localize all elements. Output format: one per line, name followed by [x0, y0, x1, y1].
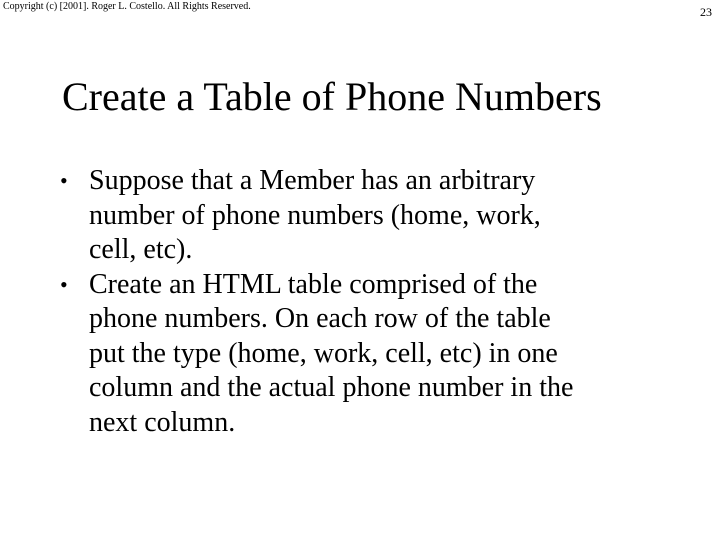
bullet-text-line: put the type (home, work, cell, etc) in one	[89, 337, 558, 369]
bullet-text-line: Suppose that a Member has an arbitrary	[89, 165, 536, 196]
bullet-text-line: cell, etc).	[89, 234, 193, 265]
copyright-notice: Copyright (c) [2001]. Roger L. Costello. All Rights Reserved.	[3, 1, 251, 12]
bullet-text-line: Create an HTML table comprised of the	[89, 268, 538, 300]
bullet-item	[60, 268, 660, 441]
slide-title: Create a Table of Phone Numbers	[62, 74, 602, 119]
bullet-text-line: number of phone numbers (home, work,	[89, 199, 541, 231]
page-number: 23	[700, 5, 712, 19]
bullet-dot-icon: •	[60, 271, 68, 297]
bullet-dot-icon: •	[60, 168, 68, 193]
bullet-text-line: phone numbers. On each row of the table	[89, 303, 551, 334]
bullet-text-line: column and the actual phone number in the	[89, 372, 574, 403]
bullet-text-line: next column.	[89, 406, 236, 438]
bullet-item	[60, 164, 660, 268]
bullet-list	[60, 164, 660, 440]
